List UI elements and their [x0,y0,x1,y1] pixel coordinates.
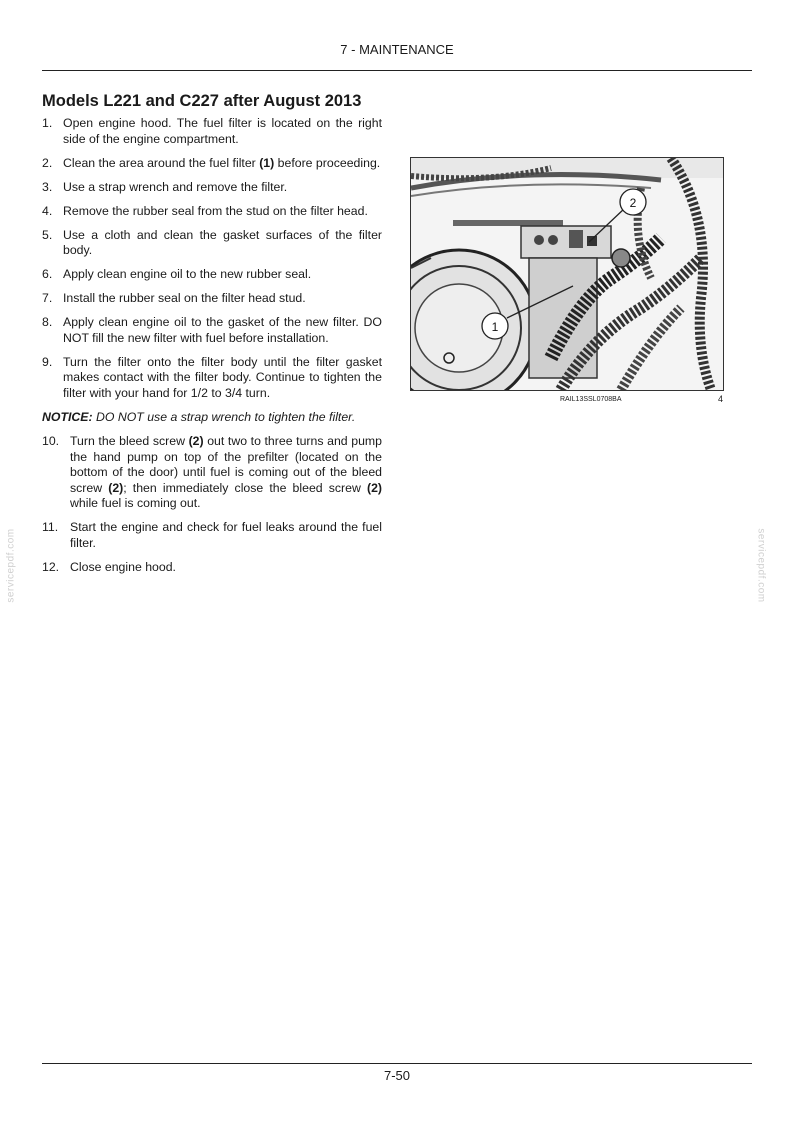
figure-number: 4 [718,394,724,404]
step-text: Install the rubber seal on the filter head stud. [63,291,306,305]
figure-caption: RAIL13SSL0708BA [560,396,622,403]
step-10 [42,434,382,512]
callout-2 [620,189,646,215]
watermark-right: servicepdf.com [755,528,767,603]
step-text: Use a cloth and clean the gasket surfaces of the filter body. [63,227,382,257]
callout-ref: (1) [259,155,275,170]
notice [42,410,382,426]
footer-rule [42,1063,752,1064]
step-number: 10. [42,434,60,448]
page-number: 7-50 [383,1068,411,1083]
step-3 [42,180,382,196]
step-7 [42,291,382,307]
step-6 [42,267,382,283]
step-12 [42,560,382,576]
step-text: Use a strap wrench and remove the filter. [63,179,288,194]
step-number: 9. [42,354,53,369]
page-header: 7 - MAINTENANCE [340,42,454,57]
step-text: Start the engine and check for fuel leaks around the fuel filter. [70,520,382,550]
notice-label: NOTICE: [42,409,93,424]
step-text: Apply clean engine oil to the new rubber seal. [63,267,312,281]
step-text: Turn the bleed screw (2) out two to three turns and pump the hand pump on top of the prefilter (located on the bottom of the door) until fuel is coming out of the bleed screw (2); then immediately close the bleed screw (2) while fuel is coming out. [70,434,383,510]
svg-text:2: 2 [629,196,637,210]
step-number: 8. [42,315,53,329]
step-text: Apply clean engine oil to the gasket of the new filter. DO NOT fill the new filter with fuel before installation. [63,315,382,345]
fuel-filter-photo [410,157,724,391]
step-number: 3. [42,179,53,194]
step-9 [42,355,382,402]
step-number: 4. [42,203,53,218]
notice-text: DO NOT use a strap wrench to tighten the filter. [92,409,356,424]
step-number: 2. [42,155,53,170]
step-number: 12. [42,559,60,574]
procedure-steps [42,116,382,584]
step-5 [42,228,382,259]
step-text: Open engine hood. The fuel filter is located on the right side of the engine compartment. [63,116,382,146]
step-text: Remove the rubber seal from the stud on the filter head. [63,203,368,218]
step-1 [42,116,382,147]
step-number: 5. [42,227,53,242]
step-text: Clean the area around the fuel filter (1) before proceeding. [63,155,381,170]
step-8 [42,315,382,346]
watermark-left: servicepdf.com [5,528,17,603]
step-text: Close engine hood. [70,559,176,574]
step-number: 7. [42,291,53,305]
header-rule [42,70,752,71]
step-number: 6. [42,267,53,281]
step-text: Turn the filter onto the filter body until the filter gasket makes contact with the filter body. Continue to tighten the filter with your hand for 1/2 to 3/4 turn. [63,354,382,400]
step-4 [42,204,382,220]
step-number: 1. [42,116,53,130]
callout-1 [482,313,508,339]
step-2 [42,156,382,172]
step-number: 11. [42,520,59,534]
svg-text:1: 1 [491,320,499,334]
section-title: Models L221 and C227 after August 2013 [42,92,362,110]
step-11 [42,520,382,551]
